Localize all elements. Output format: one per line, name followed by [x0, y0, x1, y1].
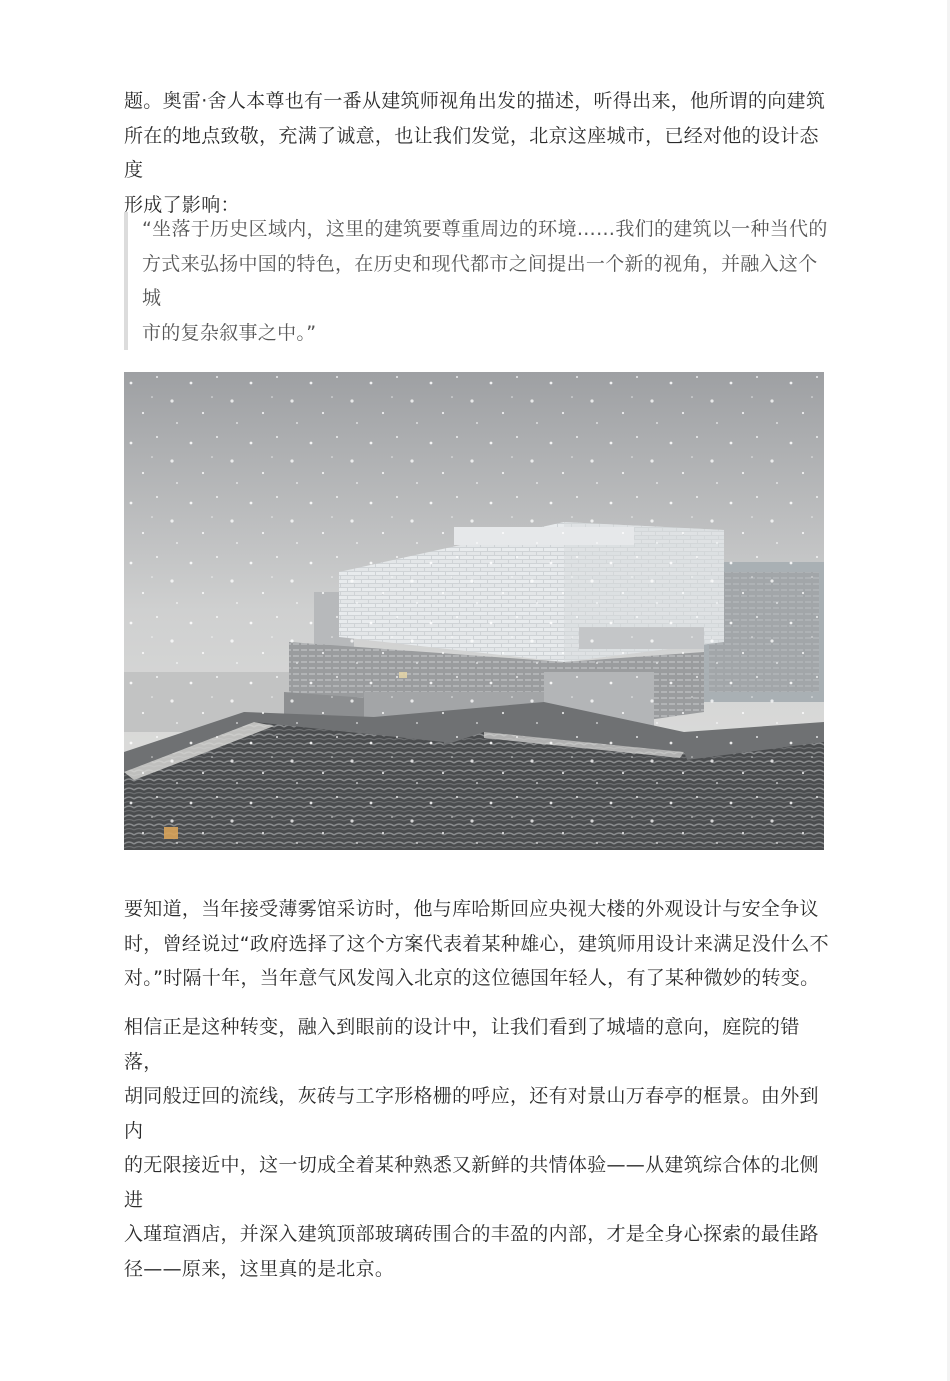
quote-text: “坐落于历史区域内，这里的建筑要尊重周边的环境……我们的建筑以一种当代的 方式来弘扬中国的特色，在历史和现代都市之间提出一个新的视角，并融入这个城 市的复杂叙事之中。”: [142, 218, 828, 344]
article-paragraph-1: 题。奥雷·舍人本尊也有一番从建筑师视角出发的描述，听得出来，他所谓的向建筑 所在的地点致敬，充满了诚意，也让我们发觉，北京这座城市，已经对他的设计态度 形成了影响：: [124, 90, 826, 216]
article-paragraph-3: 相信正是这种转变，融入到眼前的设计中，让我们看到了城墙的意向，庭院的错落， 胡同般迂回的流线，灰砖与工字形格栅的呼应，还有对景山万春亭的框景。由外到内 的无限接近中，这一切成全着某种熟悉又新鲜的共情体验——从建筑综合体的北侧进 入瑾瑄酒店，并深入建筑顶部玻璃砖围合的丰盈的内部，才是全身心探索的最佳路 径——原来，这里真的是北京。: [124, 1016, 819, 1280]
blockquote: [124, 212, 836, 350]
architecture-rendering-photo: [124, 372, 824, 850]
article-paragraph-2: 要知道，当年接受薄雾馆采访时，他与库哈斯回应央视大楼的外观设计与安全争议 时，曾经说过“政府选择了这个方案代表着某种雄心，建筑师用设计来满足没什么不 对。”时隔十年，当年意气风发闯入北京的这位德国年轻人，有了某种微妙的转变。: [124, 898, 829, 989]
